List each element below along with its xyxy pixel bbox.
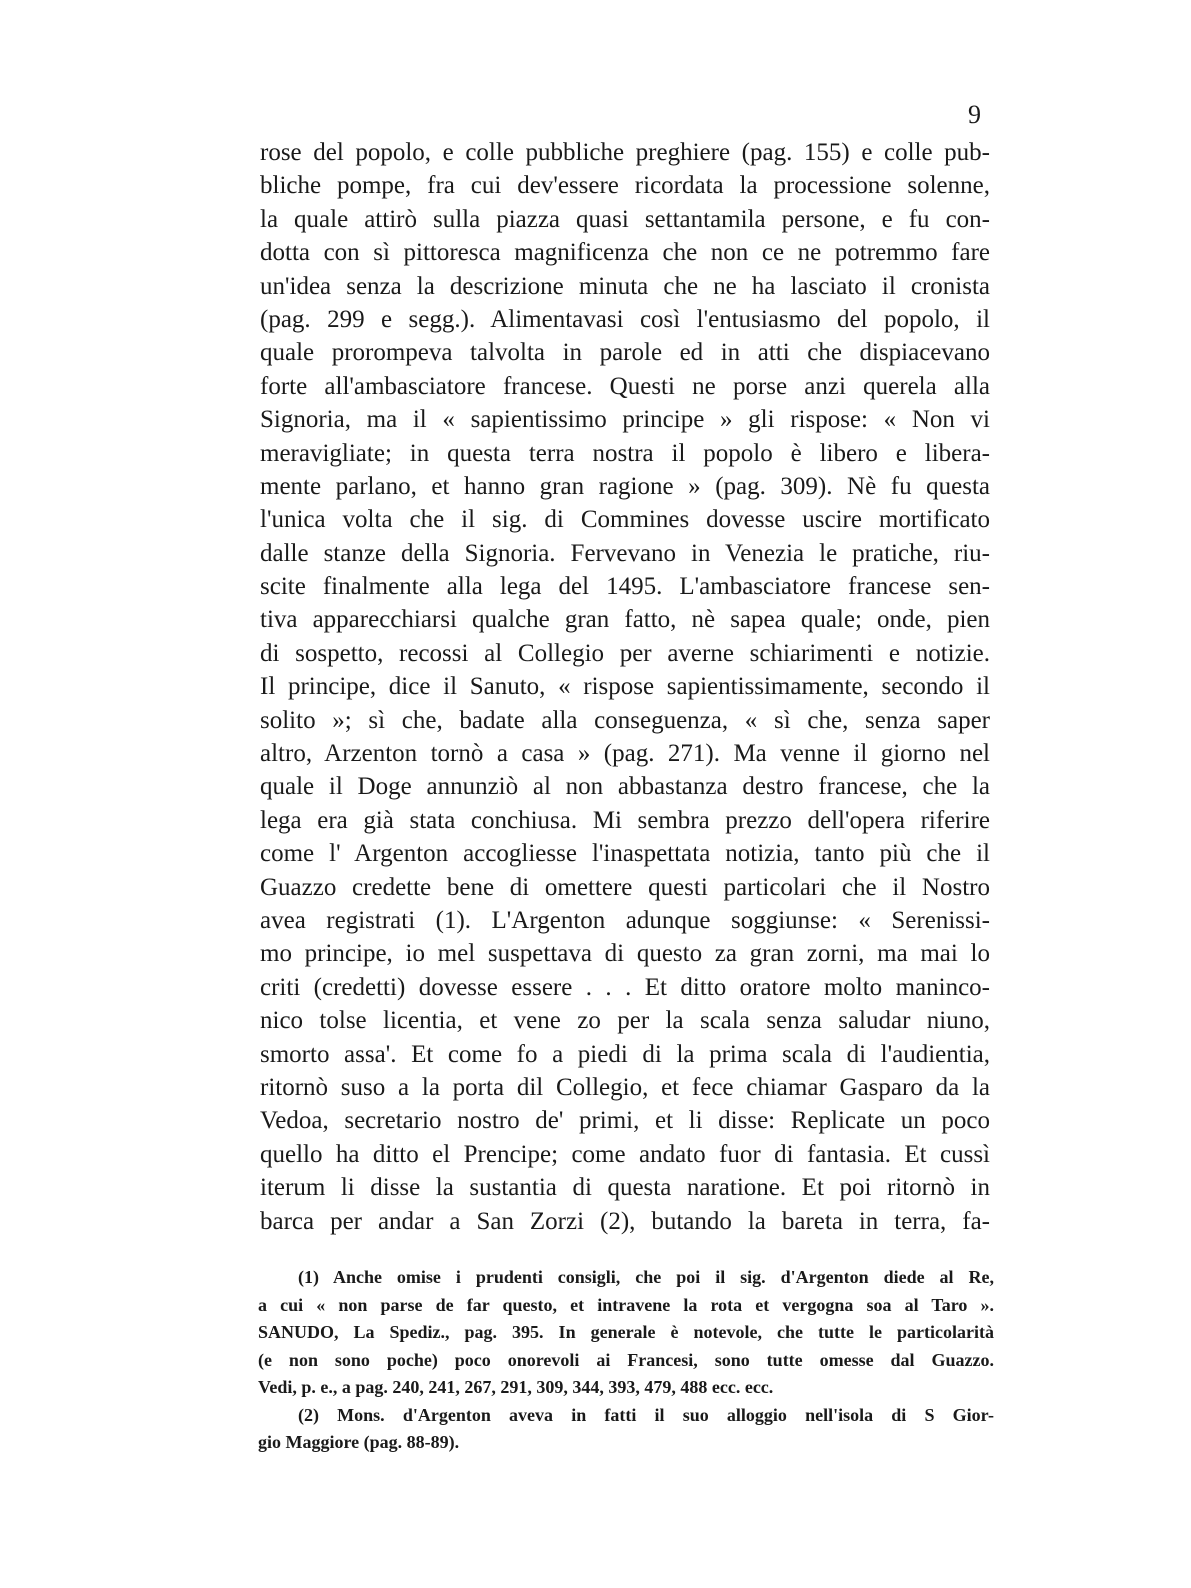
- body-line: smorto assa'. Et come fo a piedi di la prima scala di l'audientia,: [260, 1040, 990, 1068]
- footnote-line: gio Maggiore (pag. 88-89).: [258, 1432, 460, 1452]
- body-line: Signoria, ma il « sapientissimo principe » gli rispose: « Non vi: [260, 406, 990, 434]
- body-line: iterum li disse la sustantia di questa naratione. Et poi ritornò in: [260, 1174, 990, 1202]
- body-line: Vedoa, secretario nostro de' primi, et li disse: Replicate un poco: [260, 1107, 990, 1135]
- body-line: come l' Argenton accogliesse l'inaspettata notizia, tanto più che il: [260, 840, 990, 868]
- body-line: barca per andar a San Zorzi (2), butando la bareta in terra, fa-: [260, 1207, 990, 1235]
- body-line: forte all'ambasciatore francese. Questi ne porse anzi querela alla: [260, 372, 990, 400]
- body-line: nico tolse licentia, et vene zo per la scala senza saludar niuno,: [260, 1007, 990, 1035]
- body-line: mo principe, io mel suspettava di questo za gran zorni, ma mai lo: [260, 940, 990, 968]
- footnote-line: SANUDO, La Spediz., pag. 395. In generale è notevole, che tutte le particolarità: [258, 1322, 994, 1342]
- body-line: scite finalmente alla lega del 1495. L'ambasciatore francese sen-: [260, 573, 990, 601]
- footnotes: [258, 1264, 994, 1457]
- body-line: (pag. 299 e segg.). Alimentavasi così l'entusiasmo del popolo, il: [260, 305, 990, 333]
- footnote-line: (1) Anche omise i prudenti consigli, che poi il sig. d'Argenton diede al Re,: [298, 1267, 994, 1287]
- body-line: la quale attirò sulla piazza quasi settantamila persone, e fu con-: [260, 205, 990, 233]
- body-text: [260, 136, 990, 1238]
- footnote-line: (e non sono poche) poco onorevoli ai Francesi, sono tutte omesse dal Guazzo.: [258, 1349, 994, 1370]
- footnote-line: Vedi, p. e., a pag. 240, 241, 267, 291, 309, 344, 393, 479, 488 ecc. ecc.: [258, 1377, 774, 1397]
- footnote-line: (2) Mons. d'Argenton aveva in fatti il suo alloggio nell'isola di S Gior-: [298, 1404, 994, 1425]
- body-line: dotta con sì pittoresca magnificenza che non ce ne potremmo fare: [260, 239, 990, 267]
- body-line: tiva apparecchiarsi qualche gran fatto, nè sapea quale; onde, pien: [260, 606, 990, 634]
- body-line: l'unica volta che il sig. di Commines dovesse uscire mortificato: [260, 506, 990, 534]
- body-line: mente parlano, et hanno gran ragione » (pag. 309). Nè fu questa: [260, 472, 990, 500]
- body-line: Il principe, dice il Sanuto, « rispose sapientissimamente, secondo il: [260, 673, 990, 701]
- page-number: 9: [968, 100, 981, 129]
- footnote-line: a cui « non parse de far questo, et intravene la rota et vergogna soa al Taro ».: [258, 1294, 994, 1315]
- body-line: un'idea senza la descrizione minuta che ne ha lasciato il cronista: [260, 272, 990, 300]
- body-line: solito »; sì che, badate alla conseguenza, « sì che, senza saper: [260, 706, 990, 734]
- body-line: quale prorompeva talvolta in parole ed in atti che dispiacevano: [260, 339, 990, 367]
- body-line: bliche pompe, fra cui dev'essere ricordata la processione solenne,: [260, 172, 990, 200]
- body-line: ritornò suso a la porta dil Collegio, et fece chiamar Gasparo da la: [260, 1073, 990, 1101]
- body-line: quello ha ditto el Prencipe; come andato fuor di fantasia. Et cussì: [260, 1140, 990, 1168]
- body-line: quale il Doge annunziò al non abbastanza destro francese, che la: [260, 773, 990, 801]
- body-line: dalle stanze della Signoria. Fervevano in Venezia le pratiche, riu-: [260, 539, 990, 567]
- body-line: criti (credetti) dovesse essere . . . Et ditto oratore molto maninco-: [260, 973, 990, 1001]
- body-line: avea registrati (1). L'Argenton adunque soggiunse: « Serenissi-: [260, 906, 990, 934]
- body-line: meravigliate; in questa terra nostra il popolo è libero e libera-: [260, 439, 990, 467]
- body-line: di sospetto, recossi al Collegio per averne schiarimenti e notizie.: [260, 639, 990, 667]
- body-line: lega era già stata conchiusa. Mi sembra prezzo dell'opera riferire: [260, 806, 990, 834]
- body-line: Guazzo credette bene di omettere questi particolari che il Nostro: [260, 873, 990, 901]
- body-line: altro, Arzenton tornò a casa » (pag. 271). Ma venne il giorno nel: [260, 740, 990, 768]
- body-line: rose del popolo, e colle pubbliche preghiere (pag. 155) e colle pub-: [260, 139, 990, 166]
